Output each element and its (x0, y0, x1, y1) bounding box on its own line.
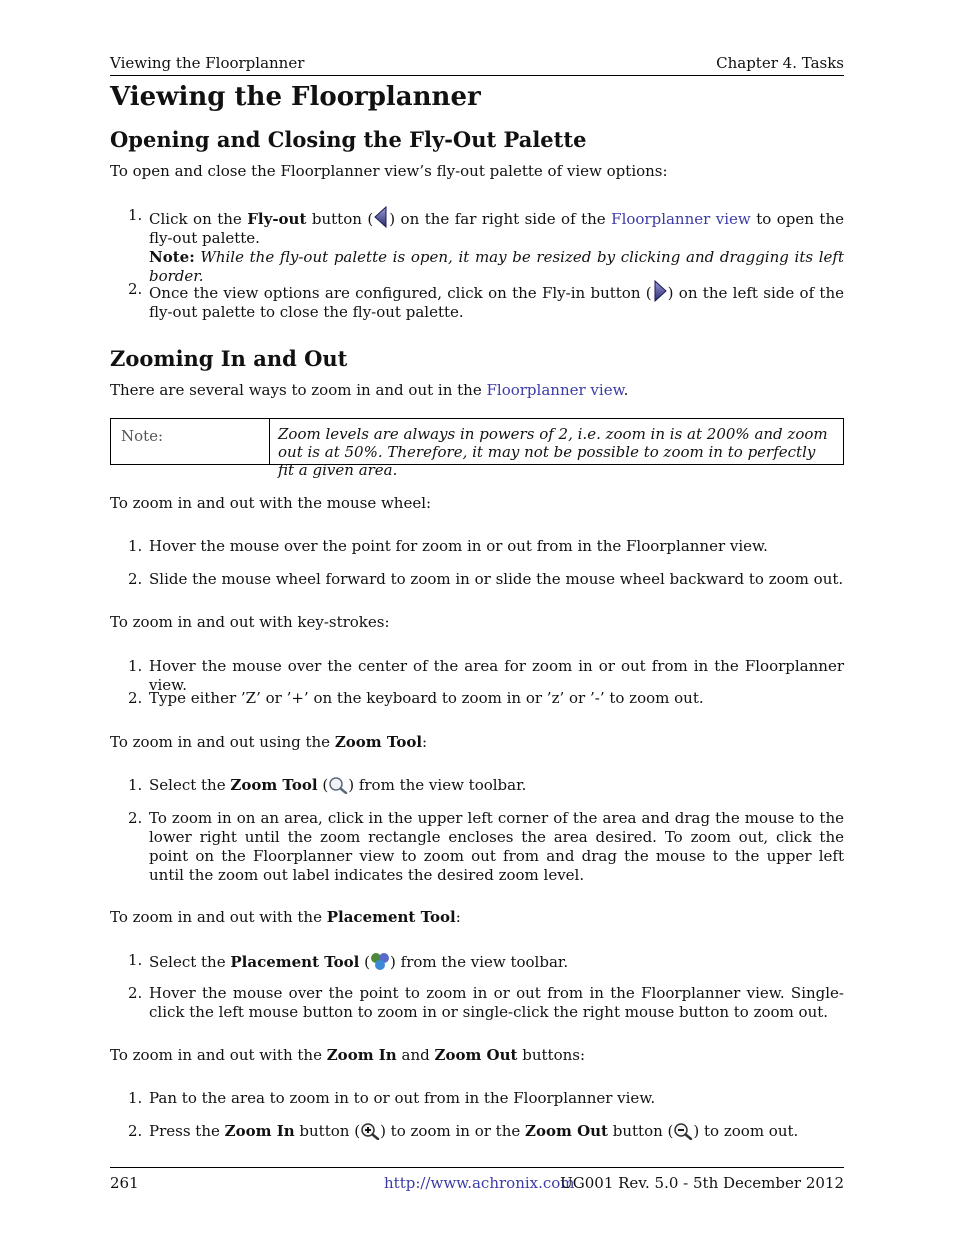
placement-intro: To zoom in and out with the Placement Tool: (110, 908, 461, 926)
page-number: 261 (110, 1174, 139, 1192)
list-item: 2. To zoom in on an area, click in the upper left corner of the area and drag the mouse to the lower right until the zoom rectangle encloses the area desired. To zoom out, click the point on the Floorplanner view to zoom out from and drag the mouse to the upper left until the zoom out label indicates the desired zoom level. (128, 809, 844, 884)
list-item: 1. Hover the mouse over the center of the area for zoom in or out from in the Floorplanner view. (128, 657, 844, 694)
list-item: 2. Slide the mouse wheel forward to zoom in or slide the mouse wheel backward to zoom out. (128, 570, 844, 588)
list-item: 2. Press the Zoom In button ( ) to zoom in or the Zoom Out button ( ) to zoom out. (128, 1122, 799, 1140)
list-item: 2. Hover the mouse over the point to zoom in or out from in the Floorplanner view. Single-click the left mouse button to zoom in or single-click the right mouse button to zoom out. (128, 984, 844, 1021)
footer-url-link[interactable]: http://www.achronix.com (384, 1174, 575, 1192)
list-item: 1. Select the Placement Tool ( ) from the view toolbar. (128, 951, 569, 971)
fly-in-arrow-right-icon (652, 280, 668, 302)
page-title: Viewing the Floorplanner (110, 82, 481, 112)
section-heading-flyout: Opening and Closing the Fly-Out Palette (110, 127, 587, 152)
list-item: 2. Once the view options are configured, click on the Fly-in button ( ) on the left side of the fly-out palette to close the fly-out palette. (128, 280, 844, 321)
list-item: 2. Type either ’Z’ or ’+’ on the keyboard to zoom in or ’z’ or ’-’ to zoom out. (128, 689, 704, 707)
flyout-intro: To open and close the Floorplanner view’s fly-out palette of view options: (110, 162, 668, 180)
floorplanner-view-link[interactable]: Floorplanner view (486, 381, 624, 399)
list-item: 1. Click on the Fly-out button ( ) on the far right side of the Floorplanner view to open the fly-out palette. Note: While the fly-out palette is open, it may be resized by clicking and dragging its left border. (128, 206, 844, 285)
zoom-intro: There are several ways to zoom in and out in the Floorplanner view. (110, 381, 629, 399)
running-header (110, 54, 844, 72)
zoom-out-icon (673, 1122, 693, 1140)
note-box (110, 418, 844, 479)
keys-intro: To zoom in and out with key-strokes: (110, 613, 390, 631)
fly-out-arrow-left-icon (373, 206, 389, 228)
zoomtool-intro: To zoom in and out using the Zoom Tool: (110, 733, 428, 751)
list-item: 1. Select the Zoom Tool ( ) from the view toolbar. (128, 776, 527, 794)
placement-tool-icon (370, 951, 390, 971)
header-rule (110, 75, 844, 76)
floorplanner-view-link[interactable]: Floorplanner view (611, 210, 751, 228)
footer-doc-info: UG001 Rev. 5.0 - 5th December 2012 (560, 1174, 844, 1192)
list-item: 1. Pan to the area to zoom in to or out from in the Floorplanner view. (128, 1089, 656, 1107)
magnifier-icon (328, 776, 348, 794)
footer-rule (110, 1167, 844, 1168)
zoom-in-icon (360, 1122, 380, 1140)
note-text: Zoom levels are always in powers of 2, i.e. zoom in is at 200% and zoom out is at 50%. Therefore, it may not be possible to zoom in to perfectly fit a given area. (278, 425, 828, 479)
section-heading-zoom: Zooming In and Out (110, 346, 348, 371)
list-item: 1. Hover the mouse over the point for zoom in or out from in the Floorplanner view. (128, 537, 768, 555)
header-section-title: Viewing the Floorplanner (110, 54, 305, 72)
buttons-intro: To zoom in and out with the Zoom In and Zoom Out buttons: (110, 1046, 586, 1064)
wheel-intro: To zoom in and out with the mouse wheel: (110, 494, 432, 512)
note-label: Note: (111, 419, 270, 464)
header-chapter: Chapter 4. Tasks (716, 54, 844, 72)
